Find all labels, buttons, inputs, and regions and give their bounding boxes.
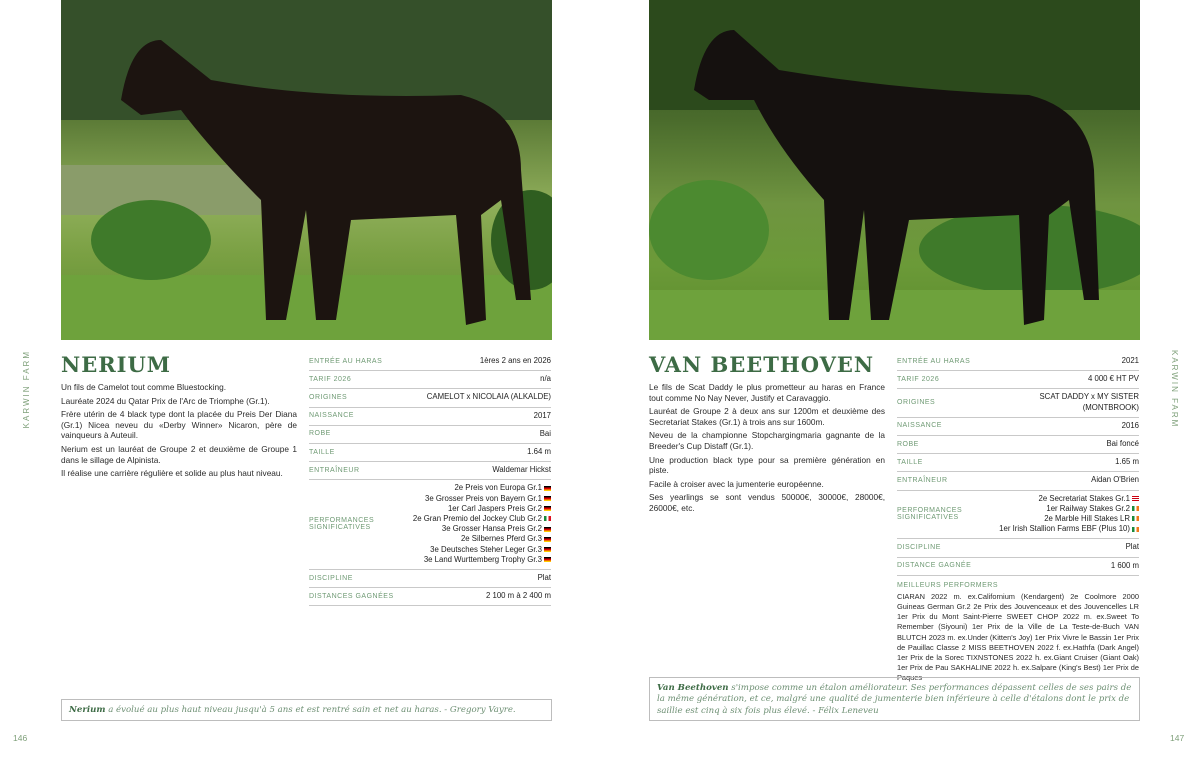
spec-value: 1ères 2 ans en 2026	[479, 356, 551, 365]
spec-value: 2017	[533, 410, 551, 420]
spec-label: NAISSANCE	[897, 422, 942, 430]
spec-value: 2021	[1121, 356, 1139, 365]
spec-row	[309, 371, 551, 389]
flag-icon	[544, 506, 551, 511]
spec-label: ENTRAÎNEUR	[309, 466, 360, 474]
performances-label: PERFORMANCES SIGNIFICATIVES	[897, 507, 963, 522]
flag-icon	[544, 537, 551, 542]
specs-table-left	[309, 353, 551, 606]
spec-row	[897, 539, 1139, 557]
performance-item	[413, 534, 551, 544]
performance-text: 1er Railway Stakes Gr.2	[1046, 503, 1130, 513]
performance-text: 2e Preis von Europa Gr.1	[454, 483, 542, 493]
flag-icon	[1132, 527, 1139, 532]
side-label-left: KARWIN FARM	[22, 350, 31, 429]
spec-value: CAMELOT x NICOLAIA (ALKALDE)	[426, 392, 551, 402]
description-paragraph: Le fils de Scat Daddy le plus prometteur au haras en France tout comme No Nay Never, Justify et Caravaggio.	[649, 382, 885, 403]
horse-photo-van-beethoven	[649, 0, 1140, 340]
spec-row	[897, 436, 1139, 454]
side-label-right: KARWIN FARM	[1170, 350, 1179, 429]
best-performers-text: CIARAN 2022 m. ex.Californium (Kendargent) 2e Coolmore 2000 Guineas German Gr.2 2e Prix des Jouvenceaux et des Jouvencelles LR 1er Prix du Mont Saint-Pierre SWEET CHOP 2022 m. ex.Sweet To Remember (Siyouni) 1er Prix de la Ville de La Teste-de-Buch VAN BLUTCH 2023 m. ex.Under (Kitten's Joy) 1er Prix Vivre le Bassin 1er Prix de Pauillac Classe 2 MISS BEETHOVEN 2022 f. ex.Hathfa (Dark Angel) 1er Prix de la Sorec TIXNSTONES 2022 h. ex.Giant Cruiser (Giant Oak) 1er Prix de Pau SAKHALINE 2022 h. ex.Salpare (King's Best) 1er Prix de Paques	[897, 591, 1139, 683]
performance-text: 2e Silbernes Pferd Gr.3	[460, 534, 542, 544]
description-paragraph: Un fils de Camelot tout comme Bluestocking.	[61, 382, 227, 392]
horse-name-left: NERIUM	[61, 352, 172, 377]
quote-text: a évolué au plus haut niveau jusqu'à 5 ans et est rentré sain et net au haras. - Gregory Vayre.	[105, 705, 516, 715]
description-paragraph: Neveu de la championne Stopchargingmaria gagnante de la Breeder's Cup Distaff (Gr.1).	[649, 430, 885, 451]
spec-value: Aidan O'Brien	[1091, 475, 1139, 485]
flag-icon	[544, 547, 551, 552]
flag-icon	[1132, 506, 1139, 511]
spec-label: ENTRÉE AU HARAS	[897, 357, 971, 365]
spec-label: ENTRÉE AU HARAS	[309, 357, 383, 365]
spec-label: ORIGINES	[897, 399, 936, 407]
description-paragraph: Lauréate 2024 du Qatar Prix de l'Arc de Triomphe (Gr.1).	[61, 395, 270, 406]
page-number-right: 147	[1170, 733, 1185, 743]
spec-value: Bai foncé	[1106, 439, 1139, 449]
spec-row	[309, 588, 551, 606]
spec-label: ROBE	[897, 440, 919, 448]
spec-value: Plat	[1125, 542, 1139, 552]
horse-name-right: VAN BEETHOVEN	[649, 352, 875, 377]
performance-item	[413, 514, 551, 524]
performance-text: 1er Irish Stallion Farms EBF (Plus 10)	[999, 524, 1130, 534]
description-paragraph: Une production black type pour sa première génération en piste.	[649, 454, 885, 476]
flag-icon	[544, 557, 551, 562]
spec-row	[309, 408, 551, 426]
spec-label: DISTANCE GAGNÉE	[897, 562, 972, 570]
quote-box-left	[61, 699, 552, 721]
quote-horse-name: Nerium	[69, 705, 106, 715]
spec-label: ORIGINES	[309, 394, 348, 401]
spec-label: ENTRAÎNEUR	[897, 477, 948, 485]
horse-photo-nerium	[61, 0, 552, 340]
performance-text: 1er Carl Jaspers Preis Gr.2	[447, 503, 542, 513]
spec-label: ROBE	[309, 430, 331, 438]
performance-text: 3e Land Wurttemberg Trophy Gr.3	[423, 554, 542, 564]
spec-row	[309, 353, 551, 371]
spec-row	[309, 426, 551, 444]
performances-row	[897, 491, 1139, 540]
spec-row	[309, 570, 551, 588]
performance-item	[413, 555, 551, 565]
spec-label: TARIF 2026	[309, 375, 352, 383]
spec-row	[897, 454, 1139, 472]
spec-value: SCAT DADDY x MY SISTER (MONTBROOK)	[1039, 392, 1139, 412]
spec-label: TAILLE	[309, 448, 335, 456]
performance-text: 2e Secretariat Stakes Gr.1	[1038, 493, 1130, 503]
flag-icon	[544, 516, 551, 521]
spec-label: TAILLE	[897, 458, 923, 466]
quote-text: s'impose comme un étalon améliorateur. Ses performances dépassent celles de ses pairs de la même génération, et ce, malgré une qualité de jumenterie bien inférieure à celle d'étalons dont le prix de saillie est cinq à six fois plus élevé. - Félix Leneveu	[657, 683, 1132, 716]
spec-value: Bai	[539, 428, 551, 438]
spec-label: DISCIPLINE	[309, 574, 353, 582]
spec-value: 2 100 m à 2 400 m	[485, 591, 551, 601]
spec-value: Plat	[537, 573, 551, 583]
description-paragraph: Frère utérin de 4 black type dont la placée du Preis Der Diana (Gr.1) Nicea neveu du «Derby Winner» Nicaron, père de vainqueurs à Auteuil.	[61, 409, 297, 441]
best-performers-label: MEILLEURS PERFORMERS	[897, 581, 999, 589]
performance-text: 2e Gran Premio del Jockey Club Gr.2	[412, 514, 542, 524]
flag-icon	[544, 496, 551, 501]
flag-icon	[1132, 516, 1139, 521]
performance-item	[999, 504, 1139, 514]
spec-value: 1.65 m	[1115, 457, 1139, 467]
description-left	[61, 382, 297, 482]
description-paragraph: Lauréat de Groupe 2 à deux ans sur 1200m et deuxième des Secretariat Stakes (Gr.1) à trois ans sur 1600m.	[649, 406, 885, 427]
spec-row	[309, 389, 551, 407]
performance-item	[413, 483, 551, 493]
spec-value: 2016	[1121, 420, 1139, 430]
spec-label: DISCIPLINE	[897, 544, 941, 552]
performance-item	[413, 504, 551, 514]
spec-value: n/a	[540, 374, 551, 384]
spec-row	[897, 353, 1139, 371]
spec-row	[309, 444, 551, 462]
performance-text: 2e Marble Hill Stakes LR	[1044, 514, 1130, 524]
spec-row	[897, 472, 1139, 490]
performance-item	[413, 494, 551, 504]
flag-icon	[544, 486, 551, 491]
flag-icon	[1132, 496, 1139, 501]
spec-row	[309, 462, 551, 480]
description-paragraph: Il réalise une carrière régulière et solide au plus haut niveau.	[61, 468, 283, 479]
performances-row	[309, 480, 551, 570]
spec-value: 1 600 m	[1110, 560, 1139, 570]
performance-item	[413, 545, 551, 555]
spec-label: TARIF 2026	[897, 375, 940, 383]
description-right	[649, 382, 885, 517]
performance-item	[999, 514, 1139, 524]
description-paragraph: Nerium est un lauréat de Groupe 2 et deuxième de Groupe 1 dans le sillage de Alpinista.	[61, 443, 297, 465]
performance-text: 3e Grosser Hansa Preis Gr.2	[441, 524, 542, 534]
description-paragraph: Facile à croiser avec la jumenterie européenne.	[649, 478, 824, 489]
page-number-left: 146	[13, 733, 28, 743]
spec-value: 4 000 € HT PV	[1088, 374, 1139, 384]
performances-label: PERFORMANCES SIGNIFICATIVES	[309, 517, 375, 532]
description-paragraph: Ses yearlings se sont vendus 50000€, 30000€, 28000€, 26000€, etc.	[649, 492, 885, 513]
specs-table-right	[897, 353, 1139, 684]
performance-text: 3e Deutsches Steher Leger Gr.3	[430, 544, 542, 554]
performance-item	[413, 524, 551, 534]
spec-value: 1.64 m	[527, 447, 551, 457]
quote-horse-name: Van Beethoven	[657, 683, 729, 693]
spec-row	[897, 418, 1139, 436]
performance-item	[999, 494, 1139, 504]
spec-row	[897, 389, 1139, 417]
spec-label: NAISSANCE	[309, 412, 354, 420]
spec-row	[897, 558, 1139, 576]
spec-value: Waldemar Hickst	[492, 465, 551, 475]
quote-box-right	[649, 677, 1140, 721]
spec-label: DISTANCES GAGNÉES	[309, 592, 394, 600]
performance-text: 3e Grosser Preis von Bayern Gr.1	[424, 493, 542, 503]
spec-row	[897, 371, 1139, 389]
performance-item	[999, 524, 1139, 534]
flag-icon	[544, 527, 551, 532]
